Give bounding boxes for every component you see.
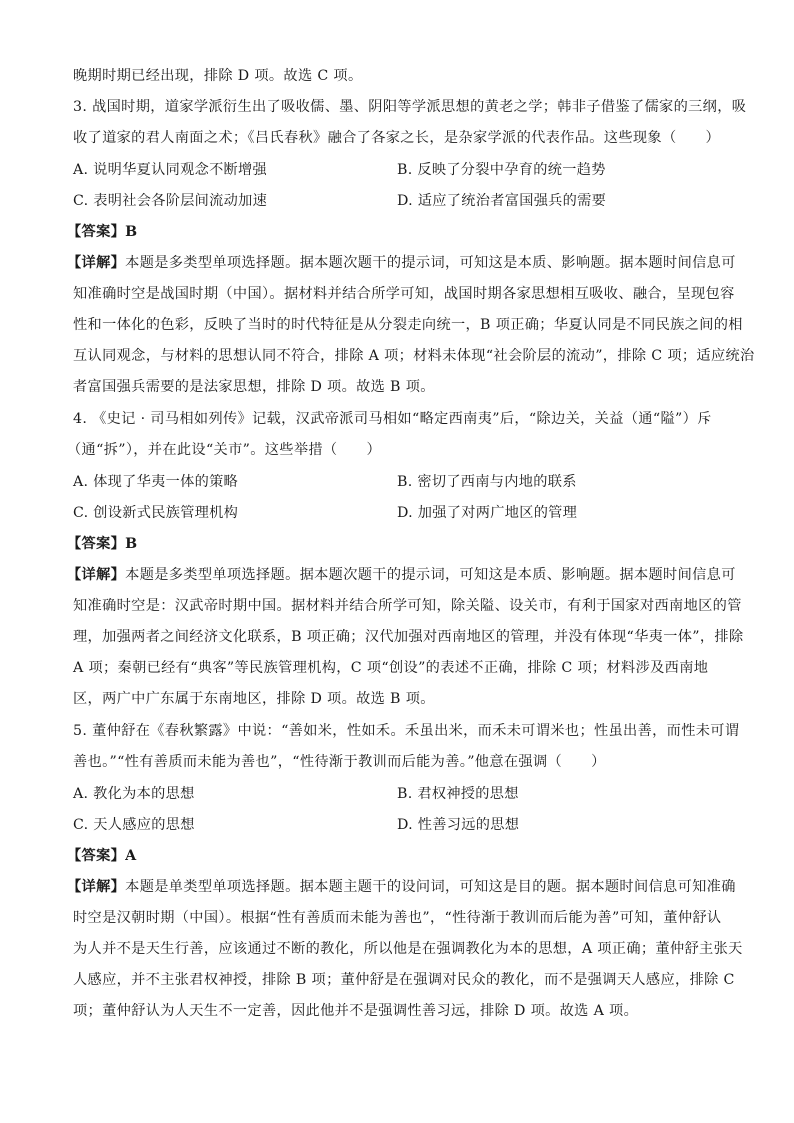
- q3-option-b: B. 反映了分裂中孕育的统一趋势: [397, 162, 606, 178]
- continued-text-line: 晚期时期已经出现，排除 D 项。故选 C 项。: [73, 68, 363, 84]
- q3-stem-line-2: 收了道家的君人南面之术；《吕氏春秋》融合了各家之长，是杂家学派的代表作品。这些现象（ ）: [73, 130, 721, 146]
- q4-stem-line-1: 4. 《史记 · 司马相如列传》记载，汉武帝派司马相如“略定西南夷”后，“除边关，关益（通“隘”）斥: [73, 411, 712, 427]
- q5-explain-line-5: 项；董仲舒认为人天生不一定善，因此他并不是强调性善习远，排除 D 项。故选 A 项。: [73, 1003, 639, 1019]
- q4-explain-line-4: A 项；秦朝已经有“典客”等民族管理机构，C 项“创设”的表述不正确，排除 C 项；材料涉及西南地: [73, 660, 709, 676]
- q4-option-b: B. 密切了西南与内地的联系: [397, 474, 577, 490]
- q4-answer-tag: 【答案】: [67, 536, 126, 552]
- q3-option-c: C. 表明社会各阶层间流动加速: [73, 193, 268, 209]
- q5-explain-tag: 【详解】: [67, 879, 126, 895]
- q3-explain-line-2: 知准确时空是战国时期（中国）。据材料并结合所学可知，战国时期各家思想相互吸收、融合，呈现包容: [73, 286, 735, 302]
- q3-option-d: D. 适应了统治者富国强兵的需要: [397, 193, 607, 209]
- q3-explain-text-1: 本题是多类型单项选择题。据本题次题干的提示词，可知这是本质、影响题。据本题时间信息可: [125, 255, 736, 271]
- q4-option-d: D. 加强了对两广地区的管理: [397, 505, 578, 521]
- q4-option-c: C. 创设新式民族管理机构: [73, 505, 239, 521]
- q4-answer: [67, 535, 717, 553]
- q3-stem-line-1: 3. 战国时期，道家学派衍生出了吸收儒、墨、阴阳等学派思想的黄老之学；韩非子借鉴了儒家的三纲，吸: [73, 99, 747, 115]
- q5-stem-line-1: 5. 董仲舒在《春秋繁露》中说：“善如米，性如禾。禾虽出米，而禾未可谓米也；性虽出善，而性未可谓: [73, 723, 740, 739]
- q5-explain-line-2: 时空是汉朝时期（中国）。根据“性有善质而未能为善也”，“性待渐于教训而后能为善”可知，董仲舒认: [73, 910, 722, 926]
- q5-option-c: C. 天人感应的思想: [73, 817, 195, 833]
- q5-option-d: D. 性善习远的思想: [397, 817, 520, 833]
- q5-option-b: B. 君权神授的思想: [397, 786, 519, 802]
- q4-explain-line-5: 区，两广中广东属于东南地区，排除 D 项。故选 B 项。: [73, 691, 435, 707]
- q3-answer-value: B: [125, 224, 138, 240]
- q4-stem-line-2: （通“拆”），并在此设“关市”。这些举措（ ）: [67, 442, 382, 458]
- q4-answer-value: B: [125, 536, 138, 552]
- q5-answer-value: A: [125, 848, 137, 864]
- q4-explain-line-1: [67, 566, 736, 584]
- q4-explain-tag: 【详解】: [67, 567, 126, 583]
- q5-explain-line-1: [67, 878, 736, 896]
- q5-option-a: A. 教化为本的思想: [73, 786, 195, 802]
- q3-answer: [67, 223, 717, 241]
- q3-explain-line-1: [67, 254, 736, 272]
- q5-explain-line-3: 为人并不是天生行善，应该通过不断的教化，所以他是在强调教化为本的思想，A 项正确；董仲舒主张天: [73, 941, 743, 957]
- q5-answer: [67, 847, 717, 865]
- q5-explain-line-4: 人感应，并不主张君权神授，排除 B 项；董仲舒是在强调对民众的教化，而不是强调天人感应，排除 C: [73, 972, 735, 988]
- q3-explain-line-4: 互认同观念，与材料的思想认同不符合，排除 A 项；材料未体现“社会阶层的流动”，排除 C 项；适应统治: [73, 348, 755, 364]
- q4-explain-line-3: 理，加强两者之间经济文化联系，B 项正确；汉代加强对西南地区的管理，并没有体现“华夷一体”，排除: [73, 629, 744, 645]
- q4-explain-text-1: 本题是多类型单项选择题。据本题次题干的提示词，可知这是本质、影响题。据本题时间信息可: [125, 567, 736, 583]
- q3-explain-tag: 【详解】: [67, 255, 126, 271]
- q5-answer-tag: 【答案】: [67, 848, 126, 864]
- q3-answer-tag: 【答案】: [67, 224, 126, 240]
- q5-explain-text-1: 本题是单类型单项选择题。据本题主题干的设问词，可知这是目的题。据本题时间信息可知准确: [125, 879, 736, 895]
- q3-option-a: A. 说明华夏认同观念不断增强: [73, 162, 268, 178]
- q3-explain-line-3: 性和一体化的色彩，反映了当时的时代特征是从分裂走向统一，B 项正确；华夏认同是不同民族之间的相: [73, 317, 743, 333]
- q4-option-a: A. 体现了华夷一体的策略: [73, 474, 239, 490]
- q4-explain-line-2: 知准确时空是：汉武帝时期中国。据材料并结合所学可知，除关隘、设关市，有利于国家对西南地区的管: [73, 598, 742, 614]
- q3-explain-line-5: 者富国强兵需要的是法家思想，排除 D 项。故选 B 项。: [73, 379, 435, 395]
- q5-stem-line-2: 善也。”“性有善质而未能为善也”，“性待渐于教训而后能为善。”他意在强调（ ）: [73, 754, 606, 770]
